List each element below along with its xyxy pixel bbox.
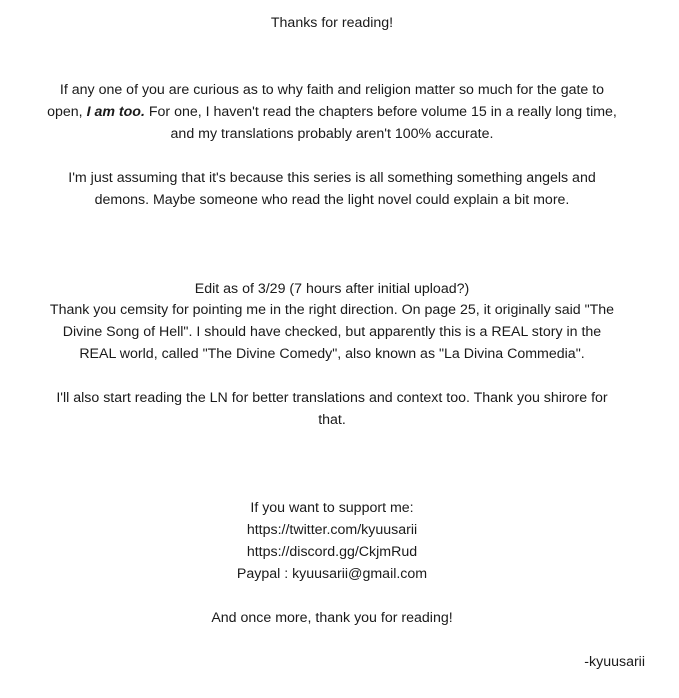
assumption-line-2: demons. Maybe someone who read the light novel could explain a bit more.: [94, 192, 570, 208]
edit-line-1: Edit as of 3/29 (7 hours after initial upload?): [194, 281, 470, 297]
assumption-line-1: I'm just assuming that it's because this series is all something something angels and: [68, 170, 596, 186]
closing-line: And once more, thank you for reading!: [211, 610, 453, 626]
intro-line-2-start: open,: [47, 104, 87, 120]
support-heading: If you want to support me:: [250, 500, 414, 516]
intro-emphasis: I am too.: [86, 104, 145, 120]
note-heading: Thanks for reading!: [270, 15, 394, 31]
intro-line-1: If any one of you are curious as to why faith and religion matter so much for the gate to: [59, 82, 605, 98]
intro-line-3: and my translations probably aren't 100% accurate.: [170, 126, 494, 142]
signature: -kyuusarii: [584, 654, 645, 670]
edit-line-3: Divine Song of Hell". I should have checked, but apparently this is a REAL story in the: [62, 324, 602, 340]
ln-line-1: I'll also start reading the LN for better translations and context too. Thank you shirore for: [56, 390, 608, 406]
intro-line-2: [0, 103, 664, 121]
edit-line-2: Thank you cemsity for pointing me in the right direction. On page 25, it originally said "The: [49, 302, 615, 318]
intro-line-2-end: For one, I haven't read the chapters before volume 15 in a really long time,: [144, 104, 617, 120]
paypal-contact: Paypal : kyuusarii@gmail.com: [236, 566, 428, 582]
twitter-link: https://twitter.com/kyuusarii: [246, 522, 418, 538]
discord-link: https://discord.gg/CkjmRud: [246, 544, 418, 560]
edit-line-4: REAL world, called "The Divine Comedy", also known as "La Divina Commedia".: [79, 346, 585, 362]
ln-line-2: that.: [318, 412, 346, 428]
